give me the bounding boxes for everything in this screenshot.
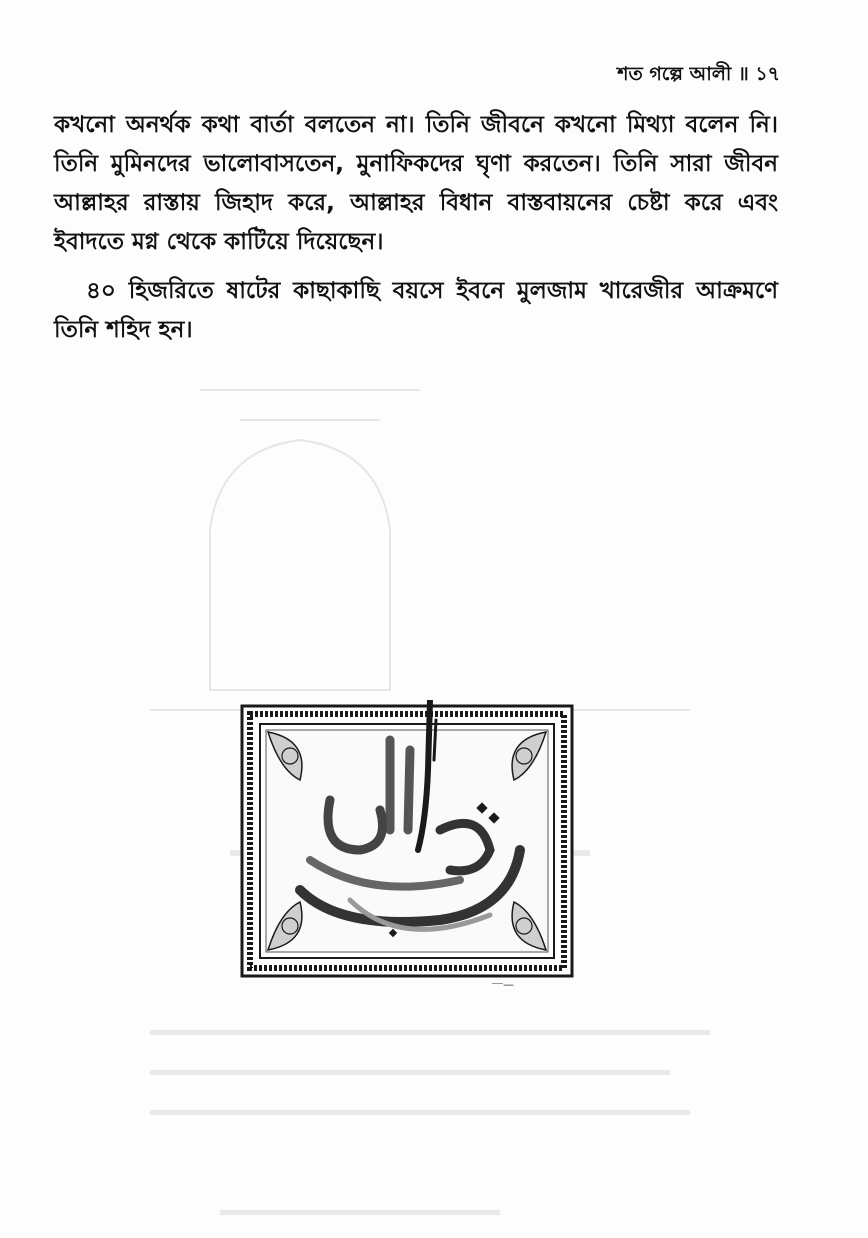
paragraph-2: ৪০ হিজরিতে ষাটের কাছাকাছি বয়সে ইবনে মুলজাম খারেজীর আক্রমণে তিনি শহিদ হন। [54, 278, 778, 343]
paragraph-1: কখনো অনর্থক কথা বার্তা বলতেন না। তিনি জীবনে কখনো মিথ্যা বলেন নি। তিনি মুমিনদের ভালোবাসতেন, মুনাফিকদের ঘৃণা করতেন। তিনি সারা জীবন আল্লাহর রাস্তায় জিহাদ করে, আল্লাহর বিধান বাস্তবায়নের চেষ্টা করে এবং ইবাদতে মগ্ন থেকে কাটিয়ে দিয়েছেন। [54, 112, 778, 255]
artist-signature: ᜭᜭ— [492, 978, 514, 991]
body-text [54, 106, 778, 360]
running-header: শত গল্পে আলী ॥ ১৭ [617, 63, 780, 85]
calligraphy-illustration [240, 700, 574, 980]
